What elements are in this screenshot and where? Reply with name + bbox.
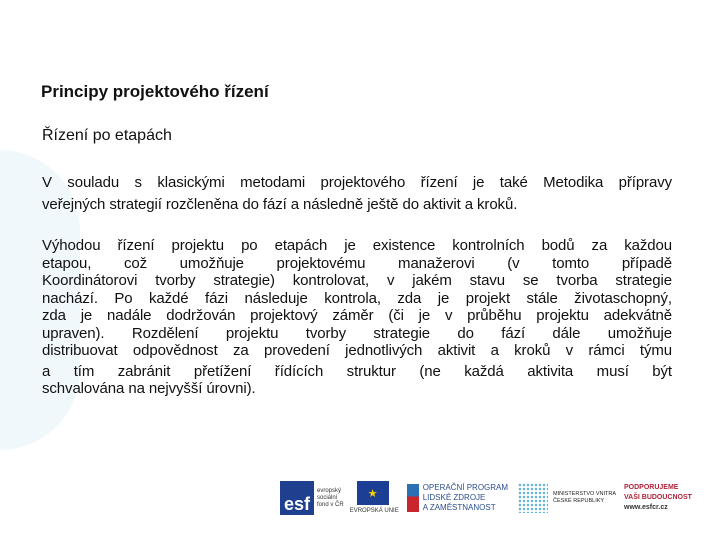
ministry-text <box>553 491 616 505</box>
website-link: www.esfcr.cz <box>624 504 668 511</box>
puzzle-icon <box>407 484 419 512</box>
footer-logos <box>280 478 712 518</box>
text-line: a tím zabránit přetížení řídících struktur (ne každá aktivita musí být <box>42 362 672 380</box>
ministry-text-line: MINISTERSTVO VNITRA <box>553 491 616 497</box>
text-line: upraven). Rozdělení projektu tvorby strategie do fází dále umožňuje <box>42 324 672 342</box>
section-subtitle: Řízení po etapách <box>42 127 172 144</box>
eu-flag-icon: ★ <box>357 481 389 505</box>
eu-logo <box>347 481 399 515</box>
esf-text-line: fond v ČR <box>317 501 344 508</box>
slogan <box>624 483 692 513</box>
text-line: distribuovat odpovědnost za provedení jednotlivých aktivit a kroků v rámci týmu <box>42 342 672 359</box>
slogan-line: PODPORUJEME <box>624 484 679 491</box>
ministry-logo <box>518 483 616 513</box>
ministry-text-line: ČESKÉ REPUBLIKY <box>553 498 605 504</box>
paragraph-intro <box>42 172 672 216</box>
paragraph-benefits <box>42 237 672 398</box>
op-text-line: A ZAMĚSTNANOST <box>422 503 496 512</box>
op-text-line: OPERAČNÍ PROGRAM <box>422 483 509 492</box>
eu-text: EVROPSKÁ UNIE <box>349 508 399 514</box>
ministry-dots-icon <box>518 483 548 513</box>
esf-text-line: sociální <box>317 494 338 501</box>
text-line: V souladu s klasickými metodami projektového řízení je také Metodika přípravy <box>42 174 672 191</box>
op-logo <box>407 483 508 513</box>
esf-text-line: evropský <box>317 487 342 494</box>
esf-logo: esf <box>280 481 314 515</box>
slogan-line: VAŠI BUDOUCNOST <box>624 494 692 501</box>
text-line: schvalována na nejvyšší úrovni). <box>42 380 256 397</box>
text-line: zda je nadále dodržován projektový záměr (či je v průběhu projektu adekvátně <box>42 307 672 324</box>
text-line: nachází. Po každé fázi následuje kontrola, zda je projekt stále životaschopný, <box>42 289 672 307</box>
text-line: etapou, což umožňuje projektovému manažerovi (v tomto případě <box>42 254 672 272</box>
text-line: Koordinátorovi tvorby strategie) kontrolovat, v jakém stavu se tvorba strategie <box>42 272 672 289</box>
esf-text <box>317 488 344 509</box>
op-text <box>423 483 508 513</box>
op-text-line: LIDSKÉ ZDROJE <box>422 493 486 502</box>
text-line: veřejných strategií rozčleněna do fází a následně ještě do aktivit a kroků. <box>42 196 518 213</box>
text-line: Výhodou řízení projektu po etapách je existence kontrolních bodů za každou <box>42 237 672 254</box>
page-title: Principy projektového řízení <box>41 82 269 101</box>
